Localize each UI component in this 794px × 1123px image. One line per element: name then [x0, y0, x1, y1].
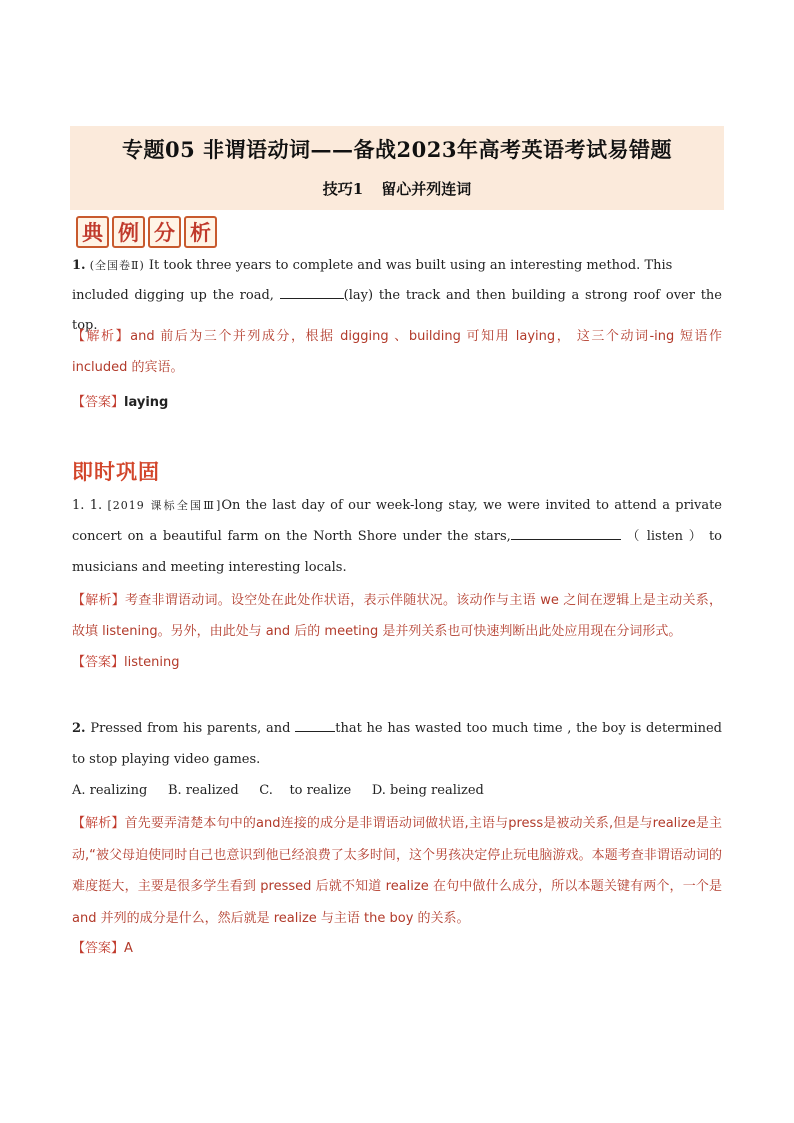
page-subtitle — [70, 178, 724, 199]
answer-blank — [280, 286, 344, 299]
q1-text-b: （ listen ） to musicians and meeting interesting locals. — [72, 529, 722, 575]
subtitle-part1: 技巧1 — [322, 180, 364, 198]
answer-label: 【答案】 — [72, 655, 125, 670]
q2-blank — [295, 719, 335, 732]
q1-question — [72, 490, 722, 583]
example-analysis — [72, 321, 722, 383]
analysis-label: 【解析】 — [72, 329, 131, 344]
q2-answer — [72, 934, 722, 964]
analysis-text: 首先要弄清楚本句中的and连接的成分是非谓语动词做状语,主语与press是被动关系,但是与realize是主动,“被父母迫使同时自己也意识到他已经浪费了太多时间，这个男孩决定停止玩电脑游戏。本题考查非谓语动词的难度挺大，主要是很多学生看到 pressed 后就不知道 realize 在句中做什么成分，所以本题关键有两个，一个是 and 并列的成分是什么，然后就是 realize 与主语 the boy 的关系。 — [72, 816, 722, 926]
stamp-char: 分 — [148, 216, 181, 248]
q2-analysis — [72, 808, 722, 934]
answer-text: A — [124, 941, 133, 956]
answer-label: 【答案】 — [72, 941, 125, 956]
example-source: (全国卷Ⅱ) — [89, 259, 145, 272]
section-title-consolidation: 即时巩固 — [72, 460, 160, 484]
q2-question — [72, 713, 722, 775]
subtitle-part2: 留心并列连词 — [381, 180, 472, 198]
example-number: 1. — [72, 258, 86, 273]
analysis-label: 【解析】 — [72, 816, 125, 831]
q1-answer — [72, 648, 722, 678]
page-title: 专题05 非谓语动词——备战2023年高考英语考试易错题 — [122, 137, 672, 162]
example-analysis-stamp — [76, 216, 217, 248]
answer-text: laying — [124, 395, 169, 410]
stamp-char: 典 — [76, 216, 109, 248]
q2-number: 2. — [72, 721, 86, 736]
q1-blank — [511, 527, 621, 540]
analysis-label: 【解析】 — [72, 593, 126, 608]
example-answer — [72, 388, 722, 418]
answer-text: listening — [124, 655, 180, 670]
stamp-char: 析 — [184, 216, 217, 248]
q2-options: A. realizing B. realized C. to realize D. being realized — [72, 783, 484, 798]
example-line2a: included digging up the road, — [72, 288, 280, 303]
q1-analysis — [72, 585, 722, 647]
q2-text-a: Pressed from his parents, and — [85, 721, 296, 736]
answer-label: 【答案】 — [72, 395, 125, 410]
q1-source: [2019 课标全国Ⅲ] — [107, 499, 222, 512]
example-line1: It took three years to complete and was built using an interesting method. This — [148, 258, 673, 273]
analysis-text: and 前后为三个并列成分，根据 digging 、building 可知用 laying， 这三个动词-ing 短语作 included 的宾语。 — [72, 329, 722, 375]
example-line2b: (lay) the track and then building a strong roof over the top. — [72, 288, 722, 333]
analysis-text: 考查非谓语动词。设空处在此处作状语，表示伴随状况。该动作与主语 we 之间在逻辑上是主动关系，故填 listening。另外，由此处与 and 后的 meeting 是并列关系也可快速判断出此处应用现在分词形式。 — [72, 593, 722, 639]
q1-text-a: On the last day of our week-long stay, we were invited to attend a private concert on a beautiful farm on the North Shore under the stars, — [72, 498, 722, 544]
stamp-char: 例 — [112, 216, 145, 248]
q2-text-b: that he has wasted too much time , the boy is determined to stop playing video games. — [72, 721, 723, 767]
q1-number: 1. 1. — [72, 498, 103, 513]
